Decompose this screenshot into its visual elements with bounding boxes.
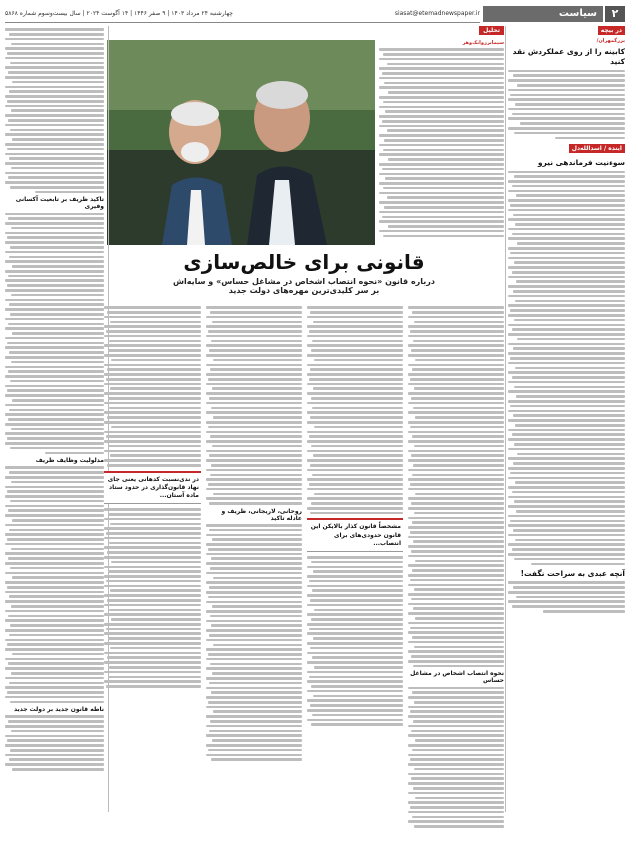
column-tab: در بیچه xyxy=(598,26,625,35)
headline-block xyxy=(104,250,504,295)
body-text xyxy=(408,306,504,667)
byline: بزرگمهران/ xyxy=(596,38,625,44)
column-divider xyxy=(505,26,506,812)
side-subhead-2: مدلولیت وظایف ظریف xyxy=(35,457,104,465)
body-text xyxy=(5,715,104,770)
pull-quote-2: در ندی‌نسبت کدهانی یعنی جای نهاد قانون‌گذاری در حدود ستاد ماده آستان... xyxy=(104,471,201,505)
lead-photo xyxy=(107,40,375,245)
site-email: siasat@etemadnewspaper.ir xyxy=(394,10,480,17)
column xyxy=(408,304,504,830)
column xyxy=(307,304,403,728)
headline-3: آنچه عبدی به سراحت نگفت! xyxy=(520,569,625,579)
column xyxy=(206,304,302,763)
subhead-1: روحانی، لاریجانی، ظریف و عادله تاکید xyxy=(221,507,302,522)
side-column xyxy=(5,26,104,846)
subhead-2: نحوه انتصاب اشخاص در مشاغل حساس xyxy=(410,670,504,685)
column xyxy=(104,304,201,690)
body-text xyxy=(508,171,625,566)
body-text xyxy=(206,306,302,505)
headline-1: کابینه را از روی عملکردش نقد کنید xyxy=(512,47,625,67)
dateline xyxy=(5,6,480,23)
body-text xyxy=(5,28,104,193)
photo-illustration xyxy=(107,40,375,245)
column-tab-2: اینده / اسدالله‌دل xyxy=(569,144,625,153)
body-text xyxy=(104,306,201,466)
article-columns xyxy=(104,304,504,812)
main-headline: قانونی برای خالص‌سازی xyxy=(183,250,425,274)
page-number: ۲ xyxy=(605,6,625,22)
analysis-tab: تحلیل xyxy=(479,26,504,35)
body-text xyxy=(104,508,201,688)
author: سیمابرزوانک‌وهر xyxy=(462,40,504,46)
body-text xyxy=(307,556,403,726)
page-header xyxy=(5,6,625,22)
side-subhead-3: ناطه قانون جدید بر دولت جدید xyxy=(14,706,104,714)
section-label: سیاست xyxy=(483,6,603,22)
body-text xyxy=(508,70,625,140)
body-text xyxy=(206,524,302,761)
pull-quote-1: مشخصاً قانون کذار بالایکن این قانون حدودی‌‌های برای انتصاب... xyxy=(307,518,403,552)
right-column xyxy=(508,26,625,812)
issue-date: چهارشنبه ۲۴ مرداد ۱۴۰۳ | ۹ صفر ۱۴۴۶ | ۱۴ آگوست ۲۰۲۴ | سال بیست‌وسوم شماره ۵۸۶۸ xyxy=(5,10,233,17)
main-zone xyxy=(5,26,504,812)
headline-2: سوءنیت فرماندهی نیرو xyxy=(537,158,625,168)
side-subhead-1: تاکید ظریف بر تابعیت آکسانی وفیری xyxy=(15,196,104,211)
body-text xyxy=(508,581,625,612)
body-text xyxy=(408,687,504,828)
kicker: درباره قانون «نحوه انتصاب اشخاص در مشاغل حساس» و سایه‌اش بر سر کلیدی‌ترین مهره‌های دولت جدید xyxy=(173,277,435,295)
body-text xyxy=(5,466,104,703)
lead-column xyxy=(379,40,504,245)
body-text xyxy=(379,48,504,237)
body-text xyxy=(5,213,104,455)
body-text xyxy=(307,306,403,514)
